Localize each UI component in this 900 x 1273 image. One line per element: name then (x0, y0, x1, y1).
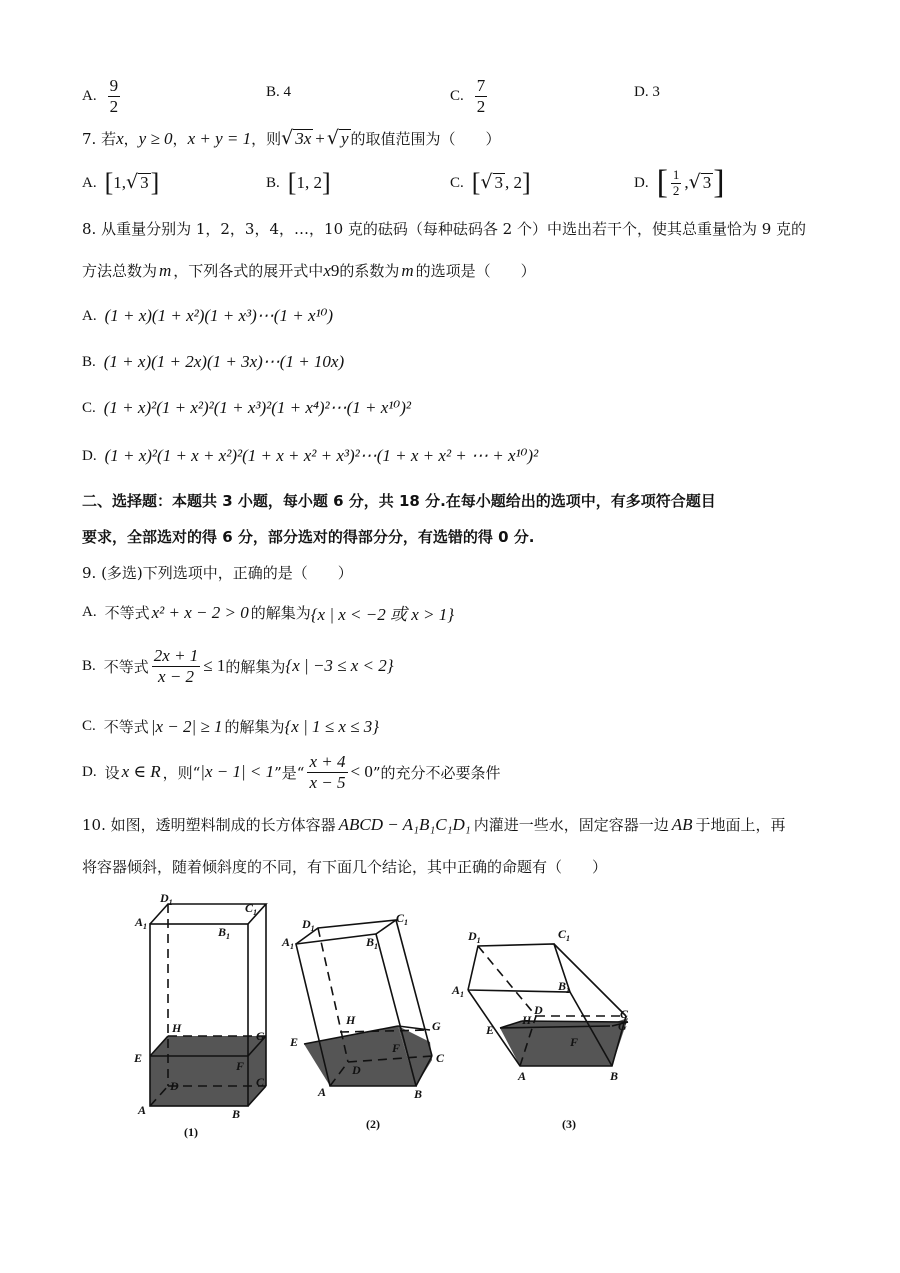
caption-3: (3) (562, 1117, 576, 1131)
q9-option-b: B. 不等式 $\frac{2x + 1}{x - 2}$ ≤ 1 的解集为 {x | −3 ≤ x < 2} (82, 646, 394, 686)
q6-option-b: B. 4 (266, 84, 292, 100)
q7-stem: 7. 若 x ， y ≥ 0 ， x + y = 1 ，则 √ 3x + √ y 的取值范围为（ ） (82, 126, 501, 149)
q9-option-c: C. 不等式 |x − 2| ≥ 1 的解集为 {x | 1 ≤ x ≤ 3} (82, 716, 380, 736)
label-g: G (618, 1019, 627, 1033)
q7-option-a: A. [ 1, √ 3 ] (82, 168, 160, 197)
figure-2 (296, 920, 432, 1086)
q6-option-c: C. $\frac{7}{2}$ (450, 76, 486, 116)
label-a1: $A_1$ (282, 935, 295, 951)
q6-option-a: A. $\frac{9}{2}$ (82, 76, 119, 116)
label-e: E (134, 1051, 143, 1065)
label-a: A (518, 1069, 527, 1083)
label-c: C (620, 1007, 629, 1021)
label-h: H (346, 1013, 356, 1027)
label-d1: $D_1$ (468, 929, 481, 945)
q8-option-b: B. (1 + x)(1 + 2x)(1 + 3x)⋯(1 + 10x) (82, 352, 345, 371)
caption-1: (1) (184, 1125, 198, 1139)
label-c1: $C_1$ (396, 911, 409, 927)
sqrt: √ 3x (281, 126, 312, 149)
q8-option-a: A. (1 + x)(1 + x²)(1 + x³)⋯(1 + x¹⁰) (82, 306, 334, 325)
figure-3 (468, 944, 628, 1066)
label-h: H (172, 1021, 182, 1035)
q7-option-d: D. [ $\frac{1}{2}$ , √ 3 ] (634, 164, 725, 201)
label-a1: $A_1$ (135, 915, 148, 931)
q10-line2: 将容器倾斜，随着倾斜度的不同，有下面几个结论，其中正确的命题有（ ） (82, 858, 608, 876)
q8-option-c: C. (1 + x)²(1 + x²)²(1 + x³)²(1 + x⁴)²⋯(1 + x¹⁰)² (82, 398, 411, 417)
label-e: E (486, 1023, 495, 1037)
label-a1: $A_1$ (452, 983, 465, 999)
label-f: F (392, 1041, 401, 1055)
label-g: G (432, 1019, 441, 1033)
fraction: $\frac{9}{2}$ (109, 76, 119, 116)
label-b1: $B_1$ (558, 979, 571, 995)
label-b1: $B_1$ (366, 935, 379, 951)
section-heading-line2: 要求，全部选对的得 6 分，部分选对的得部分分，有选错的得 0 分. (82, 528, 535, 546)
label-c: C (256, 1075, 265, 1089)
label-a: A (138, 1103, 147, 1117)
q7-option-c: C. [ √ 3 , 2 ] (450, 168, 531, 197)
caption-2: (2) (366, 1117, 380, 1131)
section-heading-line1: 二、选择题：本题共 3 小题，每小题 6 分，共 18 分.在每小题给出的选项中，有多项符合题目 (82, 492, 716, 510)
label-d1: $D_1$ (302, 917, 315, 933)
q8-option-d: D. (1 + x)²(1 + x + x²)²(1 + x + x² + x³)²⋯(1 + x + x² + ⋯ + x¹⁰)² (82, 446, 539, 465)
q6-option-d: D. 3 (634, 84, 660, 100)
label-b: B (414, 1087, 423, 1101)
label-b1: $B_1$ (218, 925, 231, 941)
label-d: D (352, 1063, 361, 1077)
q8-line1: 8. 从重量分别为 1，2，3，4，…，10 克的砝码（每种砝码各 2 个）中选出若干个，使其总重量恰为 9 克的 (82, 220, 807, 238)
label-e: E (290, 1035, 299, 1049)
label-d: D (170, 1079, 179, 1093)
q7-option-b: B. [ 1, 2 ] (266, 168, 331, 197)
label-c1: $C_1$ (558, 927, 571, 943)
q9-option-d: D. 设 x ∈ R ，则“ |x − 1| < 1 ”是“ $\frac{x + 4}{x - 5}$ < 0 ”的充分不必要条件 (82, 752, 501, 792)
label-h: H (522, 1013, 532, 1027)
q9-option-a: A. 不等式 x² + x − 2 > 0 的解集为 {x | x < −2 或 x > 1} (82, 602, 455, 624)
label-b: B (610, 1069, 619, 1083)
sqrt: √ y (326, 126, 349, 149)
figure-1 (150, 904, 266, 1106)
q10-line1: 10. 如图，透明塑料制成的长方体容器 ABCD − A₁B₁C₁D₁ 内灌进一些水，固定容器一边 AB 于地面上，再 (82, 814, 786, 834)
water-fill (150, 1056, 248, 1106)
q8-line2: 方法总数为 m ，下列各式的展开式中 x 9 的系数为 m 的选项是（ ） (82, 260, 536, 280)
container-figures (0, 890, 900, 1170)
label-b: B (232, 1107, 241, 1121)
label-c: C (436, 1051, 445, 1065)
label-g: G (256, 1029, 265, 1043)
label-d: D (534, 1003, 543, 1017)
label-f: F (236, 1059, 245, 1073)
label-d1: $D_1$ (160, 891, 173, 907)
fraction: $\frac{7}{2}$ (476, 76, 486, 116)
label-a: A (318, 1085, 327, 1099)
label-f: F (570, 1035, 579, 1049)
q9-stem: 9. (多选)下列选项中，正确的是（ ） (82, 564, 353, 582)
label-c1: $C_1$ (245, 901, 258, 917)
